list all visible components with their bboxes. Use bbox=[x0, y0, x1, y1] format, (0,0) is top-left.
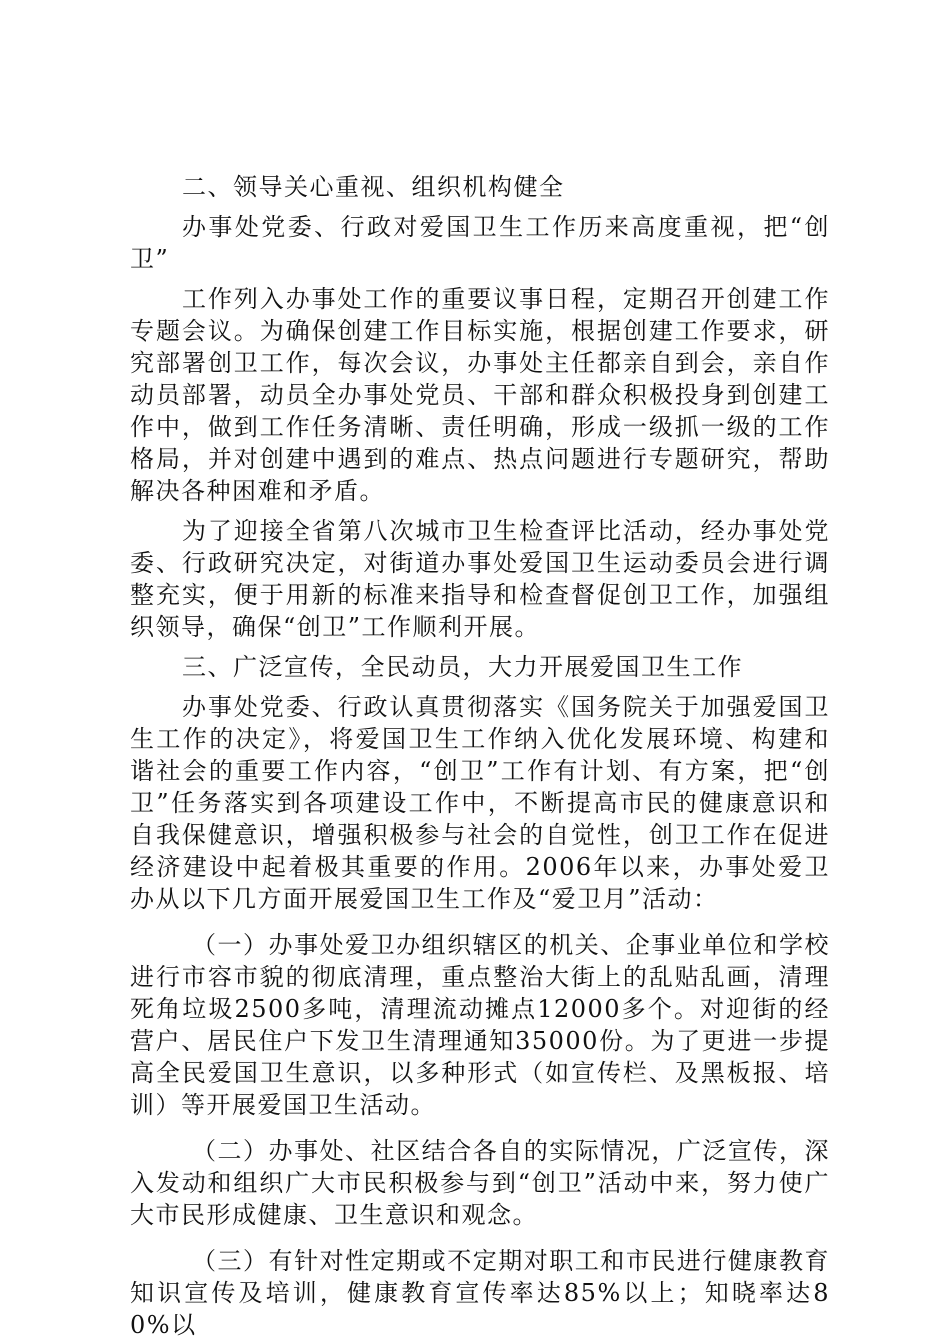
paragraph: 为了迎接全省第八次城市卫生检查评比活动，经办事处党委、行政研究决定，对街道办事处爱国卫生运动委员会进行调整充实，便于用新的标准来指导和检查督促创卫工作，加强组织领导，确保“创卫”工作顺利开展。 bbox=[130, 517, 830, 641]
list-item: （二）办事处、社区结合各自的实际情况，广泛宣传，深入发动和组织广大市民积极参与到“创卫”活动中来，努力使广大市民形成健康、卫生意识和观念。 bbox=[130, 1137, 830, 1229]
list-item: （一）办事处爱卫办组织辖区的机关、企事业单位和学校进行市容市貌的彻底清理，重点整治大街上的乱贴乱画，清理死角垃圾2500多吨，清理流动摊点12000多个。对迎街的经营户、居民住户下发卫生清理通知35000份。为了更进一步提高全民爱国卫生意识，以多种形式（如宣传栏、及黑板报、培训）等开展爱国卫生活动。 bbox=[130, 931, 830, 1119]
paragraph: 办事处党委、行政认真贯彻落实《国务院关于加强爱国卫生工作的决定》，将爱国卫生工作纳入优化发展环境、构建和谐社会的重要工作内容，“创卫”工作有计划、有方案，把“创卫”任务落实到各项建设工作中，不断提高市民的健康意识和自我保健意识，增强积极参与社会的自觉性，创卫工作在促进经济建设中起着极其重要的作用。2006年以来，办事处爱卫办从以下几方面开展爱国卫生工作及“爱卫月”活动： bbox=[130, 693, 830, 913]
list-item: （三）有针对性定期或不定期对职工和市民进行健康教育知识宣传及培训，健康教育宣传率达85%以上；知晓率达80%以 bbox=[130, 1247, 830, 1339]
document-body bbox=[130, 171, 830, 1341]
paragraph: 工作列入办事处工作的重要议事日程，定期召开创建工作专题会议。为确保创建工作目标实施，根据创建工作要求，研究部署创卫工作，每次会议，办事处主任都亲自到会，亲自作动员部署，动员全办事处党员、干部和群众积极投身到创建工作中，做到工作任务清晰、责任明确，形成一级抓一级的工作格局，并对创建中遇到的难点、热点问题进行专题研究，帮助解决各种困难和矛盾。 bbox=[130, 285, 830, 505]
section-heading-2: 二、领导关心重视、组织机构健全 bbox=[182, 173, 565, 201]
section-heading-3: 三、广泛宣传，全民动员，大力开展爱国卫生工作 bbox=[182, 653, 743, 681]
paragraph: 办事处党委、行政对爱国卫生工作历来高度重视，把“创卫” bbox=[130, 213, 830, 273]
